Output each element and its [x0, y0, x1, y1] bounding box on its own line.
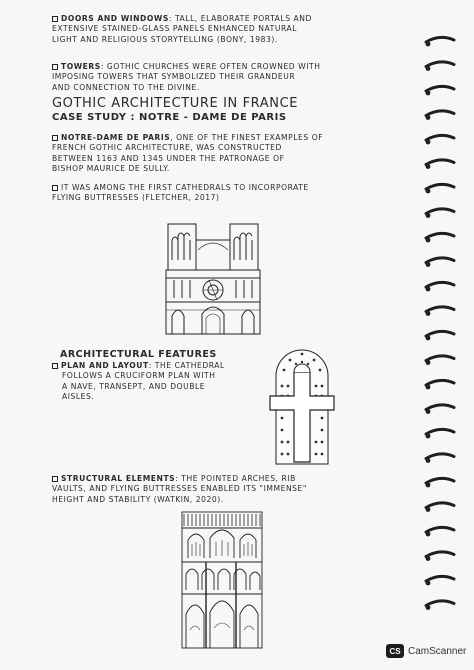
spiral-hole: [426, 189, 431, 194]
spiral-coil: [426, 233, 454, 238]
section-title: GOTHIC ARCHITECTURE IN FRANCE: [52, 96, 299, 111]
features-heading: ARCHITECTURAL FEATURES: [60, 349, 217, 360]
note-structural-elements: STRUCTURAL ELEMENTS: THE POINTED ARCHES, RIB VAULTS, AND FLYING BUTTRESSES ENABLED ITS "IMMENSE" HEIGHT AND STABILITY (WATKIN, 2020).: [52, 474, 307, 504]
spiral-hole: [426, 140, 431, 145]
note-label: PLAN AND LAYOUT: [61, 361, 149, 370]
spiral-coil: [426, 111, 454, 116]
note-label: STRUCTURAL ELEMENTS: [61, 474, 176, 483]
spiral-hole: [426, 458, 431, 463]
spiral-coil: [426, 478, 454, 483]
note-label: TOWERS: [61, 62, 101, 71]
spiral-coil: [426, 527, 454, 532]
spiral-hole: [426, 483, 431, 488]
note-notre-dame: NOTRE-DAME DE PARIS, ONE OF THE FINEST EXAMPLES OF FRENCH GOTHIC ARCHITECTURE, WAS CONSTRUCTED BETWEEN 1163 AND 1345 UNDER THE PATRONAGE OF BISHOP MAURICE DE SULLY.: [52, 133, 324, 174]
spiral-coil: [426, 258, 454, 263]
spiral-hole: [426, 605, 431, 610]
spiral-hole: [426, 581, 431, 586]
spiral-coil: [426, 86, 454, 91]
spiral-hole: [426, 434, 431, 439]
spiral-hole: [426, 213, 431, 218]
spiral-coil: [426, 380, 454, 385]
spiral-hole: [426, 91, 431, 96]
notre-dame-facade-sketch: [162, 220, 264, 336]
interior-elevation-sketch: [180, 510, 264, 650]
spiral-coil: [426, 282, 454, 287]
camscanner-logo: CS: [386, 644, 404, 658]
spiral-hole: [426, 532, 431, 537]
spiral-coil: [426, 405, 454, 410]
spiral-hole: [426, 311, 431, 316]
note-flying-buttresses: IT WAS AMONG THE FIRST CATHEDRALS TO INCORPORATE FLYING BUTTRESSES (FLETCHER, 2017): [52, 183, 309, 203]
cruciform-floor-plan-sketch: [258, 338, 346, 468]
scanner-watermark: [386, 644, 466, 658]
spiral-hole: [426, 262, 431, 267]
spiral-coil: [426, 307, 454, 312]
spiral-coil: [426, 209, 454, 214]
spiral-hole: [426, 360, 431, 365]
spiral-coil: [426, 356, 454, 361]
spiral-hole: [426, 336, 431, 341]
spiral-hole: [426, 287, 431, 292]
spiral-coil: [426, 576, 454, 581]
spiral-hole: [426, 238, 431, 243]
camscanner-label: CamScanner: [408, 645, 467, 657]
spiral-hole: [426, 164, 431, 169]
spiral-coil: [426, 331, 454, 336]
spiral-hole: [426, 42, 431, 47]
note-towers: TOWERS: GOTHIC CHURCHES WERE OFTEN CROWNED WITH IMPOSING TOWERS THAT SYMBOLIZED THEIR GRANDEUR AND CONNECTION TO THE DIVINE.: [52, 62, 321, 92]
spiral-coil: [426, 454, 454, 459]
spiral-coil: [426, 135, 454, 140]
spiral-coil: [426, 429, 454, 434]
note-doors-windows: DOORS AND WINDOWS: TALL, ELABORATE PORTALS AND EXTENSIVE STAINED-GLASS PANELS ENHANCED NATURAL LIGHT AND RELIGIOUS STORYTELLING (BONY, 1983).: [52, 14, 312, 44]
note-label: DOORS AND WINDOWS: [61, 14, 169, 23]
spiral-hole: [426, 556, 431, 561]
spiral-hole: [426, 66, 431, 71]
checkbox-bullet: [52, 185, 58, 191]
spiral-coil: [426, 601, 454, 606]
case-study-heading: CASE STUDY : NOTRE - DAME DE PARIS: [52, 112, 287, 123]
spiral-coil: [426, 160, 454, 165]
spiral-hole: [426, 409, 431, 414]
spiral-coil: [426, 184, 454, 189]
spiral-binding: [420, 20, 460, 620]
checkbox-bullet: [52, 363, 58, 369]
note-label: NOTRE-DAME DE PARIS: [61, 133, 171, 142]
spiral-hole: [426, 115, 431, 120]
spiral-coil: [426, 62, 454, 67]
spiral-coil: [426, 503, 454, 508]
spiral-coil: [426, 37, 454, 42]
checkbox-bullet: [52, 64, 58, 70]
checkbox-bullet: [52, 16, 58, 22]
checkbox-bullet: [52, 476, 58, 482]
spiral-hole: [426, 507, 431, 512]
note-plan-layout: PLAN AND LAYOUT: THE CATHEDRAL FOLLOWS A CRUCIFORM PLAN WITH A NAVE, TRANSEPT, AND DOUBLE AISLES.: [52, 361, 225, 403]
checkbox-bullet: [52, 135, 58, 141]
spiral-coil: [426, 552, 454, 557]
spiral-hole: [426, 385, 431, 390]
